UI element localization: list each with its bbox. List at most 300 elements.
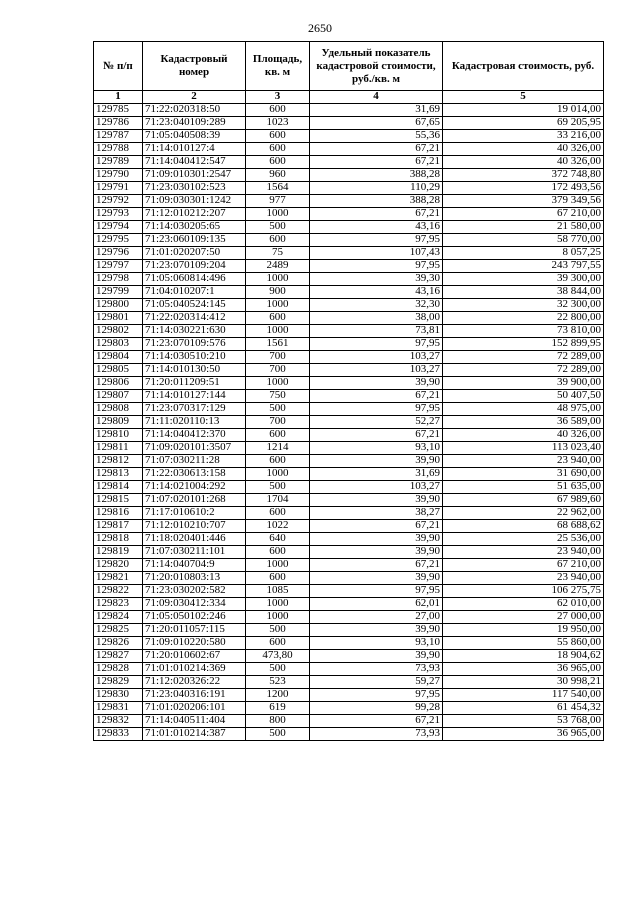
area-cell: 500 <box>246 221 310 234</box>
cadastral-value-cell: 36 589,00 <box>443 416 604 429</box>
cadastral-number-cell: 71:22:020314:412 <box>143 312 246 325</box>
cadastral-number-cell: 71:05:040508:39 <box>143 130 246 143</box>
cadastral-number-cell: 71:11:020110:13 <box>143 416 246 429</box>
table-row <box>94 546 604 559</box>
table-row <box>94 455 604 468</box>
row-number-cell: 129804 <box>94 351 143 364</box>
area-cell: 750 <box>246 390 310 403</box>
row-number-cell: 129797 <box>94 260 143 273</box>
cadastral-number-cell: 71:07:030211:28 <box>143 455 246 468</box>
table-row <box>94 559 604 572</box>
cadastral-number-cell: 71:14:021004:292 <box>143 481 246 494</box>
table-row <box>94 143 604 156</box>
row-number-cell: 129790 <box>94 169 143 182</box>
area-cell: 1200 <box>246 689 310 702</box>
cadastral-number-cell: 71:20:011209:51 <box>143 377 246 390</box>
table-row <box>94 624 604 637</box>
row-number-cell: 129815 <box>94 494 143 507</box>
table-row <box>94 468 604 481</box>
cadastral-value-cell: 152 899,95 <box>443 338 604 351</box>
row-number-cell: 129798 <box>94 273 143 286</box>
area-cell: 500 <box>246 728 310 741</box>
cadastral-value-cell: 62 010,00 <box>443 598 604 611</box>
row-number-cell: 129795 <box>94 234 143 247</box>
unit-value-cell: 38,27 <box>310 507 443 520</box>
row-number-cell: 129801 <box>94 312 143 325</box>
table-row <box>94 520 604 533</box>
unit-value-cell: 388,28 <box>310 169 443 182</box>
unit-value-cell: 97,95 <box>310 585 443 598</box>
table-row <box>94 299 604 312</box>
row-number-cell: 129827 <box>94 650 143 663</box>
cadastral-value-cell: 39 300,00 <box>443 273 604 286</box>
cadastral-value-cell: 48 975,00 <box>443 403 604 416</box>
unit-value-cell: 97,95 <box>310 689 443 702</box>
column-number: 3 <box>246 91 310 104</box>
row-number-cell: 129826 <box>94 637 143 650</box>
table-row <box>94 702 604 715</box>
area-cell: 500 <box>246 624 310 637</box>
table-row <box>94 182 604 195</box>
table-row <box>94 611 604 624</box>
cadastral-value-cell: 61 454,32 <box>443 702 604 715</box>
table-row <box>94 481 604 494</box>
row-number-cell: 129785 <box>94 104 143 117</box>
cadastral-value-cell: 172 493,56 <box>443 182 604 195</box>
cadastral-value-table <box>93 41 604 741</box>
unit-value-cell: 39,90 <box>310 572 443 585</box>
table-body <box>94 104 604 741</box>
cadastral-value-cell: 55 860,00 <box>443 637 604 650</box>
table-row <box>94 364 604 377</box>
column-number: 1 <box>94 91 143 104</box>
cadastral-value-cell: 40 326,00 <box>443 143 604 156</box>
cadastral-value-cell: 67 989,60 <box>443 494 604 507</box>
cadastral-number-cell: 71:17:010610:2 <box>143 507 246 520</box>
cadastral-number-cell: 71:14:040412:547 <box>143 156 246 169</box>
column-number: 4 <box>310 91 443 104</box>
area-cell: 473,80 <box>246 650 310 663</box>
unit-value-cell: 97,95 <box>310 403 443 416</box>
area-cell: 1214 <box>246 442 310 455</box>
cadastral-number-cell: 71:12:020326:22 <box>143 676 246 689</box>
area-cell: 1022 <box>246 520 310 533</box>
unit-value-cell: 39,90 <box>310 533 443 546</box>
row-number-cell: 129788 <box>94 143 143 156</box>
unit-value-cell: 388,28 <box>310 195 443 208</box>
row-number-cell: 129831 <box>94 702 143 715</box>
cadastral-number-cell: 71:23:070109:204 <box>143 260 246 273</box>
table-row <box>94 403 604 416</box>
area-cell: 523 <box>246 676 310 689</box>
area-cell: 1000 <box>246 325 310 338</box>
row-number-cell: 129802 <box>94 325 143 338</box>
unit-value-cell: 67,21 <box>310 156 443 169</box>
area-cell: 500 <box>246 481 310 494</box>
table-row <box>94 234 604 247</box>
cadastral-value-cell: 27 000,00 <box>443 611 604 624</box>
table-row <box>94 585 604 598</box>
table-row <box>94 221 604 234</box>
area-cell: 600 <box>246 455 310 468</box>
area-cell: 700 <box>246 364 310 377</box>
unit-value-cell: 39,90 <box>310 624 443 637</box>
row-number-cell: 129830 <box>94 689 143 702</box>
row-number-cell: 129817 <box>94 520 143 533</box>
table-row <box>94 429 604 442</box>
cadastral-value-cell: 67 210,00 <box>443 559 604 572</box>
table-row <box>94 390 604 403</box>
cadastral-value-cell: 30 998,21 <box>443 676 604 689</box>
cadastral-number-cell: 71:12:010210:707 <box>143 520 246 533</box>
header-unit-value: Удельный показатель кадастровой стоимости, руб./кв. м <box>310 42 443 91</box>
unit-value-cell: 59,27 <box>310 676 443 689</box>
cadastral-number-cell: 71:22:020318:50 <box>143 104 246 117</box>
cadastral-value-cell: 117 540,00 <box>443 689 604 702</box>
row-number-cell: 129813 <box>94 468 143 481</box>
cadastral-number-cell: 71:23:070109:576 <box>143 338 246 351</box>
cadastral-value-cell: 23 940,00 <box>443 455 604 468</box>
cadastral-number-cell: 71:14:030205:65 <box>143 221 246 234</box>
cadastral-number-cell: 71:14:010127:144 <box>143 390 246 403</box>
header-cadastral-number: Кадастровый номер <box>143 42 246 91</box>
row-number-cell: 129816 <box>94 507 143 520</box>
unit-value-cell: 39,30 <box>310 273 443 286</box>
row-number-cell: 129819 <box>94 546 143 559</box>
unit-value-cell: 73,93 <box>310 728 443 741</box>
area-cell: 600 <box>246 429 310 442</box>
header-cadastral-value: Кадастровая стоимость, руб. <box>443 42 604 91</box>
row-number-cell: 129829 <box>94 676 143 689</box>
unit-value-cell: 67,21 <box>310 208 443 221</box>
table-row <box>94 494 604 507</box>
row-number-cell: 129828 <box>94 663 143 676</box>
cadastral-value-cell: 19 950,00 <box>443 624 604 637</box>
cadastral-value-cell: 72 289,00 <box>443 364 604 377</box>
cadastral-number-cell: 71:04:010207:1 <box>143 286 246 299</box>
row-number-cell: 129814 <box>94 481 143 494</box>
cadastral-number-cell: 71:20:010602:67 <box>143 650 246 663</box>
unit-value-cell: 107,43 <box>310 247 443 260</box>
row-number-cell: 129832 <box>94 715 143 728</box>
area-cell: 960 <box>246 169 310 182</box>
area-cell: 1085 <box>246 585 310 598</box>
unit-value-cell: 93,10 <box>310 637 443 650</box>
unit-value-cell: 27,00 <box>310 611 443 624</box>
cadastral-number-cell: 71:01:010214:369 <box>143 663 246 676</box>
row-number-cell: 129807 <box>94 390 143 403</box>
cadastral-value-cell: 21 580,00 <box>443 221 604 234</box>
area-cell: 1561 <box>246 338 310 351</box>
unit-value-cell: 67,65 <box>310 117 443 130</box>
cadastral-number-cell: 71:20:011057:115 <box>143 624 246 637</box>
cadastral-number-cell: 71:09:030301:1242 <box>143 195 246 208</box>
row-number-cell: 129787 <box>94 130 143 143</box>
table-row <box>94 663 604 676</box>
area-cell: 600 <box>246 156 310 169</box>
row-number-cell: 129812 <box>94 455 143 468</box>
row-number-cell: 129796 <box>94 247 143 260</box>
unit-value-cell: 67,21 <box>310 390 443 403</box>
unit-value-cell: 67,21 <box>310 559 443 572</box>
cadastral-value-cell: 31 690,00 <box>443 468 604 481</box>
table-row <box>94 598 604 611</box>
area-cell: 900 <box>246 286 310 299</box>
unit-value-cell: 32,30 <box>310 299 443 312</box>
cadastral-number-cell: 71:14:040511:404 <box>143 715 246 728</box>
table-row <box>94 689 604 702</box>
unit-value-cell: 43,16 <box>310 221 443 234</box>
unit-value-cell: 103,27 <box>310 351 443 364</box>
table-row <box>94 195 604 208</box>
row-number-cell: 129805 <box>94 364 143 377</box>
table-row <box>94 312 604 325</box>
cadastral-number-cell: 71:07:020101:268 <box>143 494 246 507</box>
cadastral-value-cell: 23 940,00 <box>443 572 604 585</box>
unit-value-cell: 31,69 <box>310 468 443 481</box>
unit-value-cell: 97,95 <box>310 234 443 247</box>
cadastral-value-cell: 72 289,00 <box>443 351 604 364</box>
table-row <box>94 507 604 520</box>
cadastral-value-cell: 36 965,00 <box>443 663 604 676</box>
cadastral-number-cell: 71:14:040412:370 <box>143 429 246 442</box>
table-row <box>94 728 604 741</box>
cadastral-value-cell: 40 326,00 <box>443 156 604 169</box>
area-cell: 1564 <box>246 182 310 195</box>
cadastral-number-cell: 71:05:040524:145 <box>143 299 246 312</box>
cadastral-number-cell: 71:12:010212:207 <box>143 208 246 221</box>
area-cell: 600 <box>246 507 310 520</box>
table-row <box>94 676 604 689</box>
row-number-cell: 129793 <box>94 208 143 221</box>
area-cell: 1000 <box>246 598 310 611</box>
area-cell: 1000 <box>246 273 310 286</box>
cadastral-number-cell: 71:23:030102:523 <box>143 182 246 195</box>
area-cell: 640 <box>246 533 310 546</box>
area-cell: 1000 <box>246 208 310 221</box>
unit-value-cell: 52,27 <box>310 416 443 429</box>
row-number-cell: 129806 <box>94 377 143 390</box>
row-number-cell: 129809 <box>94 416 143 429</box>
row-number-cell: 129794 <box>94 221 143 234</box>
cadastral-value-cell: 106 275,75 <box>443 585 604 598</box>
area-cell: 1000 <box>246 468 310 481</box>
cadastral-value-cell: 51 635,00 <box>443 481 604 494</box>
cadastral-value-cell: 18 904,62 <box>443 650 604 663</box>
area-cell: 1000 <box>246 611 310 624</box>
cadastral-value-cell: 23 940,00 <box>443 546 604 559</box>
area-cell: 1000 <box>246 299 310 312</box>
row-number-cell: 129833 <box>94 728 143 741</box>
unit-value-cell: 67,21 <box>310 429 443 442</box>
table-row <box>94 351 604 364</box>
cadastral-number-cell: 71:22:030613:158 <box>143 468 246 481</box>
area-cell: 500 <box>246 663 310 676</box>
cadastral-value-cell: 22 800,00 <box>443 312 604 325</box>
table-row <box>94 286 604 299</box>
cadastral-number-cell: 71:23:030202:582 <box>143 585 246 598</box>
cadastral-number-cell: 71:23:070317:129 <box>143 403 246 416</box>
unit-value-cell: 67,21 <box>310 143 443 156</box>
cadastral-value-cell: 67 210,00 <box>443 208 604 221</box>
table-row <box>94 130 604 143</box>
table-row <box>94 377 604 390</box>
cadastral-value-cell: 25 536,00 <box>443 533 604 546</box>
table-row <box>94 416 604 429</box>
unit-value-cell: 39,90 <box>310 650 443 663</box>
cadastral-value-cell: 73 810,00 <box>443 325 604 338</box>
table-row <box>94 533 604 546</box>
area-cell: 619 <box>246 702 310 715</box>
row-number-cell: 129822 <box>94 585 143 598</box>
cadastral-number-cell: 71:01:020207:50 <box>143 247 246 260</box>
cadastral-value-cell: 36 965,00 <box>443 728 604 741</box>
row-number-cell: 129808 <box>94 403 143 416</box>
table-row <box>94 247 604 260</box>
table-row <box>94 637 604 650</box>
unit-value-cell: 39,90 <box>310 494 443 507</box>
unit-value-cell: 67,21 <box>310 715 443 728</box>
cadastral-number-cell: 71:14:010127:4 <box>143 143 246 156</box>
cadastral-value-cell: 243 797,55 <box>443 260 604 273</box>
cadastral-value-cell: 113 023,40 <box>443 442 604 455</box>
cadastral-value-cell: 379 349,56 <box>443 195 604 208</box>
unit-value-cell: 99,28 <box>310 702 443 715</box>
unit-value-cell: 31,69 <box>310 104 443 117</box>
unit-value-cell: 103,27 <box>310 364 443 377</box>
unit-value-cell: 73,81 <box>310 325 443 338</box>
area-cell: 500 <box>246 403 310 416</box>
cadastral-value-cell: 50 407,50 <box>443 390 604 403</box>
cadastral-number-cell: 71:05:060814:496 <box>143 273 246 286</box>
cadastral-number-cell: 71:18:020401:446 <box>143 533 246 546</box>
area-cell: 1000 <box>246 559 310 572</box>
cadastral-number-cell: 71:14:040704:9 <box>143 559 246 572</box>
area-cell: 600 <box>246 572 310 585</box>
area-cell: 75 <box>246 247 310 260</box>
table-row <box>94 169 604 182</box>
cadastral-number-cell: 71:07:030211:101 <box>143 546 246 559</box>
row-number-cell: 129792 <box>94 195 143 208</box>
table-row <box>94 156 604 169</box>
table-row <box>94 572 604 585</box>
unit-value-cell: 97,95 <box>310 260 443 273</box>
cadastral-number-cell: 71:14:030510:210 <box>143 351 246 364</box>
area-cell: 700 <box>246 416 310 429</box>
column-number: 5 <box>443 91 604 104</box>
cadastral-number-cell: 71:23:060109:135 <box>143 234 246 247</box>
unit-value-cell: 97,95 <box>310 338 443 351</box>
row-number-cell: 129799 <box>94 286 143 299</box>
table-row <box>94 715 604 728</box>
unit-value-cell: 38,00 <box>310 312 443 325</box>
cadastral-number-cell: 71:05:050102:246 <box>143 611 246 624</box>
cadastral-value-cell: 8 057,25 <box>443 247 604 260</box>
cadastral-value-cell: 53 768,00 <box>443 715 604 728</box>
row-number-cell: 129823 <box>94 598 143 611</box>
area-cell: 600 <box>246 546 310 559</box>
unit-value-cell: 103,27 <box>310 481 443 494</box>
cadastral-number-cell: 71:14:030221:630 <box>143 325 246 338</box>
cadastral-value-cell: 372 748,80 <box>443 169 604 182</box>
area-cell: 977 <box>246 195 310 208</box>
unit-value-cell: 62,01 <box>310 598 443 611</box>
table-row <box>94 325 604 338</box>
row-number-cell: 129824 <box>94 611 143 624</box>
cadastral-number-cell: 71:01:020206:101 <box>143 702 246 715</box>
unit-value-cell: 110,29 <box>310 182 443 195</box>
cadastral-value-cell: 69 205,95 <box>443 117 604 130</box>
row-number-cell: 129803 <box>94 338 143 351</box>
cadastral-value-cell: 19 014,00 <box>443 104 604 117</box>
cadastral-value-cell: 40 326,00 <box>443 429 604 442</box>
area-cell: 2489 <box>246 260 310 273</box>
unit-value-cell: 39,90 <box>310 455 443 468</box>
area-cell: 1000 <box>246 377 310 390</box>
column-number-row <box>94 91 604 104</box>
unit-value-cell: 67,21 <box>310 520 443 533</box>
page-number: 2650 <box>308 21 332 35</box>
table-row <box>94 117 604 130</box>
row-number-cell: 129789 <box>94 156 143 169</box>
row-number-cell: 129811 <box>94 442 143 455</box>
cadastral-value-cell: 39 900,00 <box>443 377 604 390</box>
cadastral-number-cell: 71:09:010301:2547 <box>143 169 246 182</box>
table-row <box>94 338 604 351</box>
table-row <box>94 650 604 663</box>
row-number-cell: 129825 <box>94 624 143 637</box>
cadastral-value-cell: 38 844,00 <box>443 286 604 299</box>
area-cell: 1023 <box>246 117 310 130</box>
cadastral-number-cell: 71:01:010214:387 <box>143 728 246 741</box>
cadastral-value-cell: 32 300,00 <box>443 299 604 312</box>
cadastral-number-cell: 71:14:010130:50 <box>143 364 246 377</box>
row-number-cell: 129786 <box>94 117 143 130</box>
cadastral-number-cell: 71:09:030412:334 <box>143 598 246 611</box>
row-number-cell: 129821 <box>94 572 143 585</box>
row-number-cell: 129791 <box>94 182 143 195</box>
area-cell: 600 <box>246 143 310 156</box>
unit-value-cell: 73,93 <box>310 663 443 676</box>
cadastral-number-cell: 71:09:010220:580 <box>143 637 246 650</box>
unit-value-cell: 39,90 <box>310 377 443 390</box>
table-row <box>94 273 604 286</box>
row-number-cell: 129818 <box>94 533 143 546</box>
cadastral-number-cell: 71:23:040316:191 <box>143 689 246 702</box>
header-row <box>94 42 604 91</box>
area-cell: 700 <box>246 351 310 364</box>
cadastral-value-cell: 58 770,00 <box>443 234 604 247</box>
unit-value-cell: 55,36 <box>310 130 443 143</box>
cadastral-value-cell: 22 962,00 <box>443 507 604 520</box>
header-area: Площадь, кв. м <box>246 42 310 91</box>
row-number-cell: 129810 <box>94 429 143 442</box>
area-cell: 800 <box>246 715 310 728</box>
cadastral-number-cell: 71:20:010803:13 <box>143 572 246 585</box>
header-row-number: № п/п <box>94 42 143 91</box>
cadastral-number-cell: 71:09:020101:3507 <box>143 442 246 455</box>
cadastral-number-cell: 71:23:040109:289 <box>143 117 246 130</box>
unit-value-cell: 39,90 <box>310 546 443 559</box>
area-cell: 600 <box>246 637 310 650</box>
column-number: 2 <box>143 91 246 104</box>
area-cell: 600 <box>246 312 310 325</box>
area-cell: 1704 <box>246 494 310 507</box>
area-cell: 600 <box>246 104 310 117</box>
unit-value-cell: 43,16 <box>310 286 443 299</box>
area-cell: 600 <box>246 234 310 247</box>
unit-value-cell: 93,10 <box>310 442 443 455</box>
